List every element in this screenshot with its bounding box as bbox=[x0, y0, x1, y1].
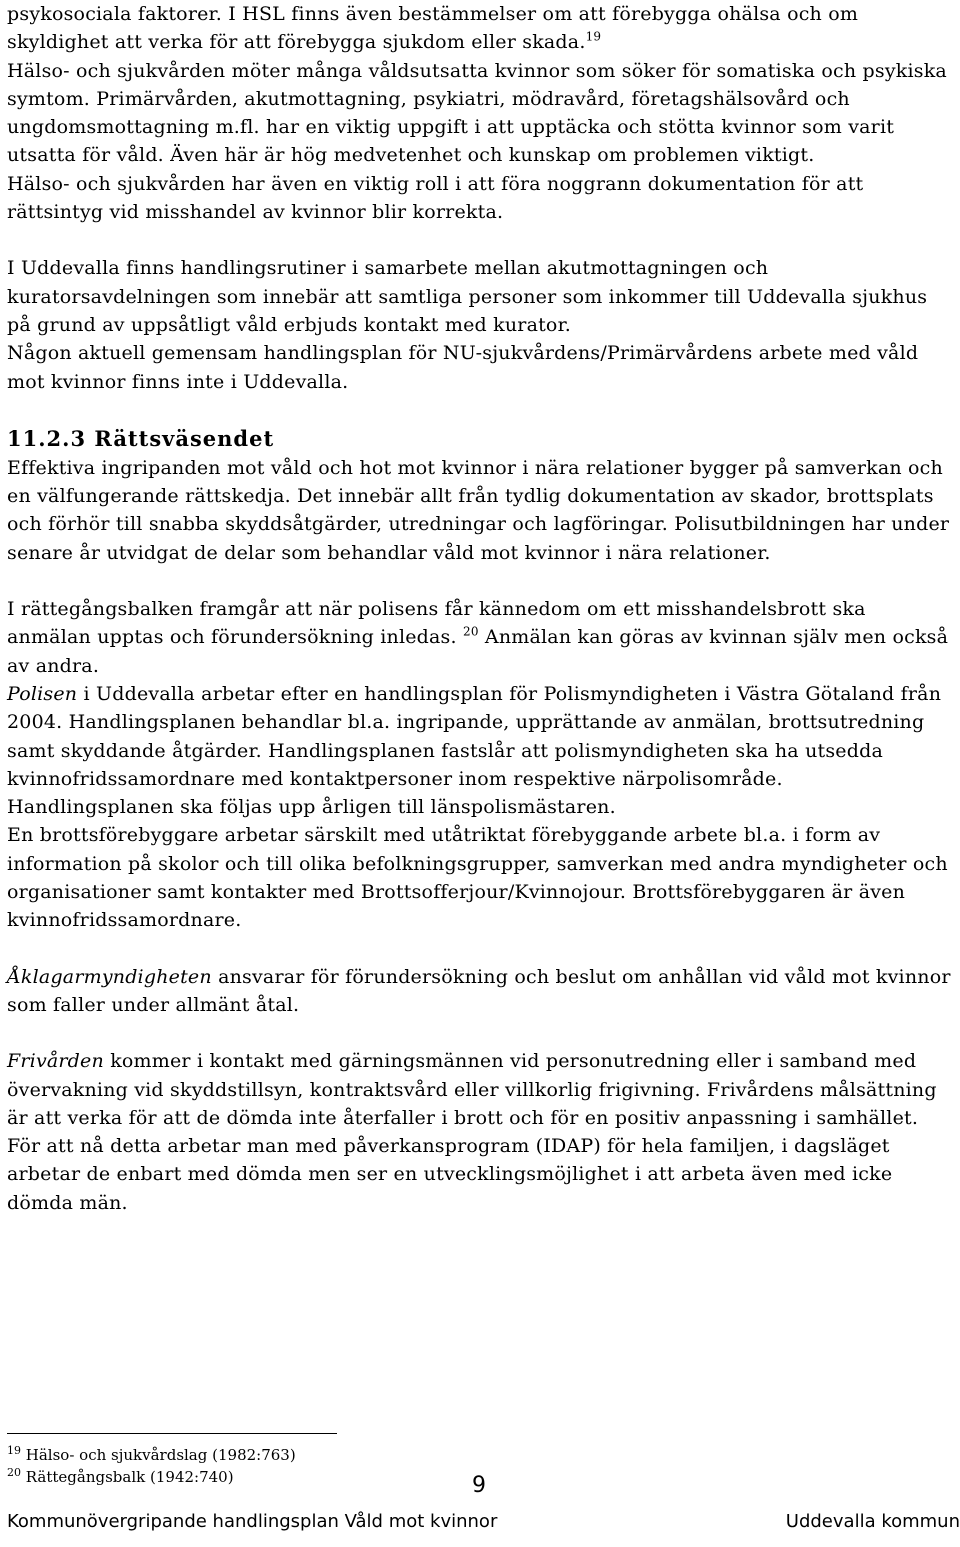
paragraph: psykosociala faktorer. I HSL finns även bestämmelser om att förebygga ohälsa och om skyldighet att verka för att förebygga sjukdom eller skada.$^{19}$ Hälso- och sjukvården möter många våldsutsatta kvinnor som söker för somatiska och psykiska symtom. Primärvården, akutmottagning, psykiatri, mödravård, företagshälsovård och ungdomsmottagning m.fl. har en viktig uppgift i att upptäcka och stötta kvinnor som varit utsatta för våld. Även här är hög medvetenhet och kunskap om problemen viktigt. bbox=[7, 3, 947, 167]
section-heading: 11.2.3 Rättsväsendet bbox=[7, 425, 275, 451]
footnote: $^{20}$ Rättegångsbalk (1942:740) bbox=[7, 1466, 234, 1486]
footer-organization: Uddevalla kommun bbox=[785, 1511, 960, 1532]
footnote-divider bbox=[7, 1433, 337, 1434]
footer-title: Kommunövergripande handlingsplan Våld mot kvinnor bbox=[7, 1511, 498, 1532]
footnote-ref[interactable]: 19 bbox=[585, 29, 602, 44]
page-number: 9 bbox=[472, 1473, 486, 1498]
paragraph: I rättegångsbalken framgår att när polisens får kännedom om ett misshandelsbrott ska anmälan upptas och förundersökning inledas. $^{20}$ Anmälan kan göras av kvinnan själv men också av andra. bbox=[7, 598, 949, 677]
footnotes bbox=[7, 1444, 296, 1488]
footnote: $^{19}$ Hälso- och sjukvårdslag (1982:763) bbox=[7, 1444, 296, 1464]
paragraph: Åklagarmyndigheten ansvarar för förundersökning och beslut om anhållan vid våld mot kvinnor som faller under allmänt åtal. bbox=[7, 965, 951, 1016]
paragraph: En brottsförebyggare arbetar särskilt med utåtriktat förebyggande arbete bl.a. i form av information på skolor och till olika befolkningsgrupper, samverkan med andra myndigheter och organisationer samt kontakter med Brottsofferjour/Kvinnojour. Brottsförebyggaren är även kvinnofridssamordnare. bbox=[7, 824, 948, 932]
paragraph: Hälso- och sjukvården har även en viktig roll i att föra noggrann dokumentation för att rättsintyg vid misshandel av kvinnor blir korrekta. bbox=[7, 172, 864, 224]
paragraph: Någon aktuell gemensam handlingsplan för NU-sjukvårdens/Primärvårdens arbete med våld mot kvinnor finns inte i Uddevalla. bbox=[7, 342, 919, 393]
paragraph: Effektiva ingripanden mot våld och hot mot kvinnor i nära relationer bygger på samverkan och en välfungerande rättskedja. Det innebär allt från tydlig dokumentation av skador, brottsplats och förhör till snabba skyddsåtgärder, utredningar och lagföringar. Polisutbildningen har under senare år utvidgat de delar som behandlar våld mot kvinnor i nära relationer. bbox=[7, 456, 950, 564]
paragraph: Polisen i Uddevalla arbetar efter en handlingsplan för Polismyndigheten i Västra Götaland från 2004. Handlingsplanen behandlar bl.a. ingripande, upprättande av anmälan, brottsutredning samt skyddande åtgärder. Handlingsplanen fastslår att polismyndigheten ska ha utsedda kvinnofridssamordnare med kontaktpersoner inom respektive närpolisområde. Handlingsplanen ska följas upp årligen till länspolismästaren. bbox=[7, 682, 942, 819]
footnote-ref[interactable]: 20 bbox=[463, 625, 479, 640]
paragraph: Frivården kommer i kontakt med gärningsmännen vid personutredning eller i samband med övervakning vid skyddstillsyn, kontraktsvård eller villkorlig frigivning. Frivårdens målsättning är att verka för att de dömda inte återfaller i brott och för en positiv anpassning i samhället. För att nå detta arbetar man med påverkansprogram (IDAP) för hela familjen, i dagsläget arbetar de enbart med dömda men ser en utvecklingsmöjlighet i att arbeta även med icke dömda män. bbox=[7, 1050, 937, 1214]
document-body bbox=[7, 0, 953, 1217]
paragraph: I Uddevalla finns handlingsrutiner i samarbete mellan akutmottagningen och kuratorsavdelningen som innebär att samtliga personer som inkommer till Uddevalla sjukhus på grund av uppsåtligt våld erbjuds kontakt med kurator. bbox=[7, 257, 928, 336]
